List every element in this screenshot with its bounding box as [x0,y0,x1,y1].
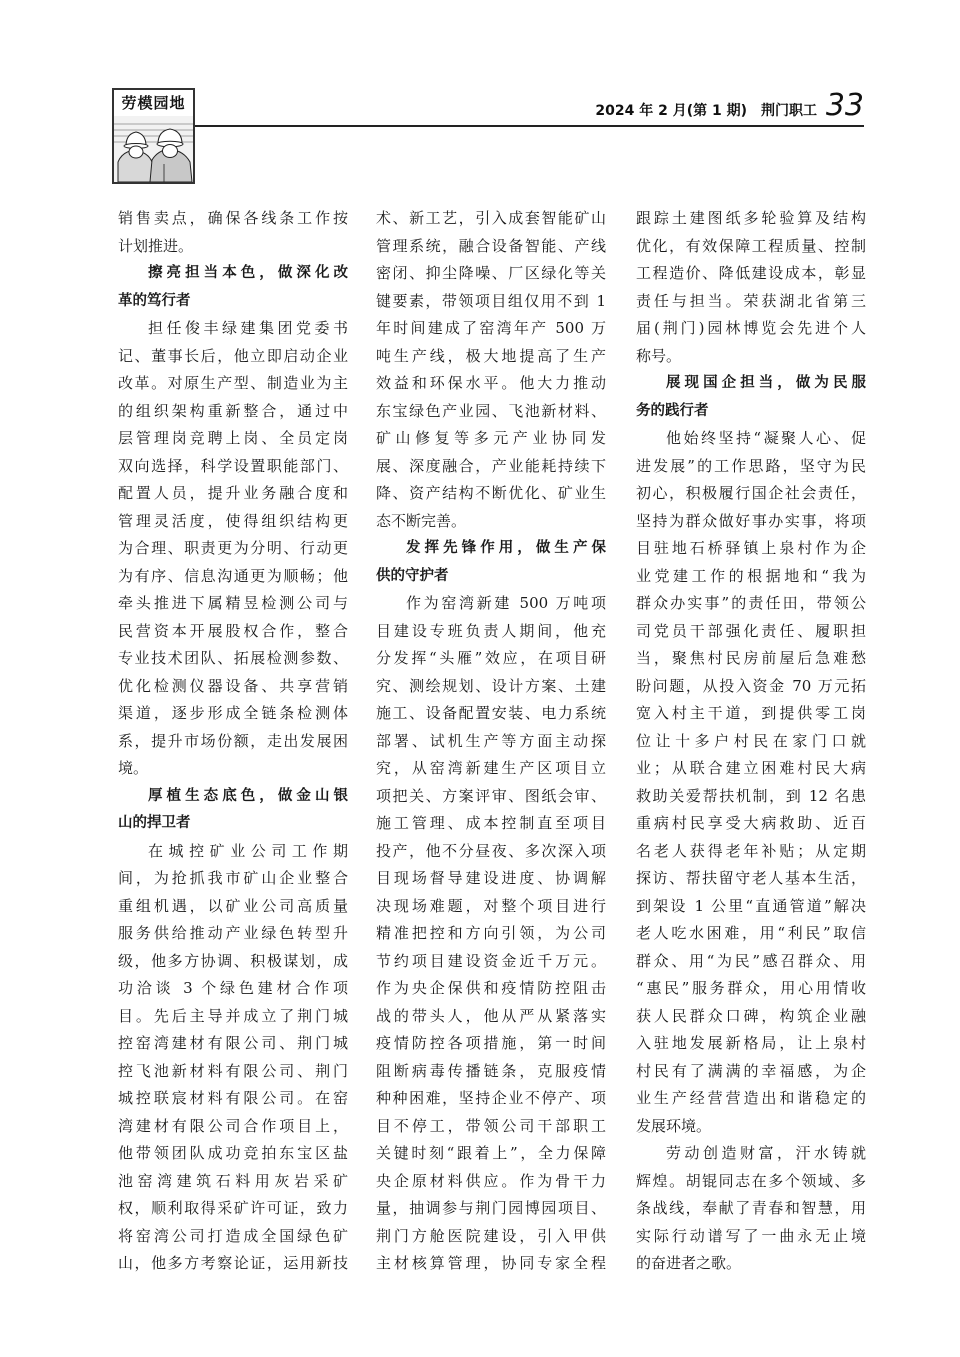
text-line: 探访、帮扶留守老人基本生活， [636,869,866,887]
text-line: 级，他多方协调、积极谋划，成 [118,951,348,970]
text-line: 荆门方舱医院建设，引入甲供 [376,1226,606,1245]
text-line: 键要素，带领项目组仅用不到 1 [376,291,606,310]
text-line: 优化检测仪器设备、共享营销 [118,676,348,695]
text-line: 在城控矿业公司工作期 [148,841,348,860]
text-line: 老人吃水困难，用“利民”取信 [636,924,866,942]
text-line: 位让十多户村民在家门口就 [636,731,866,750]
text-line: 当，聚焦村民房前屋后急难愁 [636,649,866,667]
page-header [0,0,960,190]
text-line: 渠道，逐步形成全链条检测体 [118,704,348,722]
text-line: 司党员干部强化责任、履职担 [636,621,866,640]
text-line: 展、深度融合，产业能耗持续下 [376,456,606,475]
text-line: 作为央企保供和疫情防控阻击 [376,979,606,997]
text-line: 降、资产结构不断优化、矿业生 [376,484,606,502]
section-heading-line: 务的践行者 [636,402,709,419]
text-line: 系，提升市场份额，走出发展困 [118,731,348,750]
text-line: 管理灵活度，使得组织结构更 [118,511,348,530]
text-line: 称号。 [636,346,682,365]
text-line: 节约项目建设资金近千万元。 [376,951,606,970]
page-number: 33 [825,88,864,123]
text-line: 术、新工艺，引入成套智能矿山 [376,209,606,227]
text-line: 为有序、信息沟通更为顺畅；他 [118,566,348,585]
section-label: 劳模园地 [114,90,193,117]
issue-date: 2024 年 2 月(第 1 期) [595,103,747,119]
text-line: 业；从联合建立困难村民大病 [636,759,866,777]
article-column-3 [636,205,866,1278]
text-line: 服务供给推动产业绿色转型升 [118,924,348,942]
header-rule [195,125,864,127]
article-column-1 [118,205,348,1278]
text-line: 疫情防控各项措施，第一时间 [376,1034,606,1052]
text-line: 进发展”的工作思路，坚守为民 [636,456,866,475]
section-heading-line: 供的守护者 [376,567,449,584]
text-line: 作为窑湾新建 500 万吨项 [406,594,606,612]
text-line: 发展环境。 [636,1116,712,1135]
text-line: 群众、用“为民”感召群众、用 [636,951,866,970]
text-line: 业党建工作的根据地和“我为 [636,566,866,585]
text-line: 项把关、方案评审、图纸会审、 [376,786,606,805]
text-line: 控窑湾建材有限公司、荆门城 [118,1034,348,1052]
text-line: 目。先后主导并成立了荆门城 [118,1006,348,1025]
text-line: 优化，有效保障工程质量、控制 [636,236,866,255]
text-line: 条战线，奉献了青春和智慧，用 [636,1199,866,1217]
text-line: 东宝绿色产业园、飞池新材料、 [376,401,606,420]
text-line: 改革。对原生产型、制造业为主 [118,374,348,392]
text-line: 到架设 1 公里“直通管道”解决 [636,896,866,915]
text-line: 功洽谈 3 个绿色建材合作项 [118,979,348,997]
text-line: 重组机遇，以矿业公司高质量 [118,896,348,915]
text-line: 态不断完善。 [376,511,467,530]
text-line: 目现场督导建设进度、协调解 [376,869,606,887]
text-line: 控飞池新材料有限公司、荆门 [118,1061,348,1080]
text-line: 境。 [118,759,149,777]
magazine-name: 荆门职工 [761,103,817,119]
text-line: 种种困难，坚持企业不停产、项 [376,1089,606,1107]
section-heading-line: 展现国企担当，做为民服 [666,375,866,391]
text-line: 获人民群众口碑，构筑企业融 [636,1006,866,1025]
text-line: 专业技术团队、拓展检测参数、 [118,649,348,667]
text-line: 层管理岗竞聘上岗、全员定岗 [118,429,348,447]
text-line: 届(荆门)园林博览会先进个人 [636,319,866,337]
text-line: 目驻地石桥驿镇上泉村作为企 [636,539,866,557]
text-line: 阻断病毒传播链条，克服疫情 [376,1061,606,1080]
text-line: 辉煌。胡锟同志在多个领域、多 [636,1171,866,1190]
text-line: 他始终坚持“凝聚人心、促 [666,429,866,447]
text-line: 吨生产线，极大地提高了生产 [376,346,606,365]
text-line: 双向选择，科学设置职能部门、 [118,456,348,475]
section-heading-line: 山的捍卫者 [118,815,191,831]
text-line: 记、董事长后，他立即启动企业 [118,346,348,365]
text-line: 民营资本开展股权合作，整合 [118,621,348,640]
text-line: 他带领团队成功竞拍东宝区盐 [118,1144,348,1162]
text-line: 为合理、职责更为分明、行动更 [118,539,348,557]
section-heading-line: 擦亮担当本色，做深化改 [148,265,348,281]
text-line: 入驻地发展新格局，让上泉村 [636,1034,866,1052]
text-line: 名老人获得老年补贴；从定期 [636,841,866,860]
text-line: 关键时刻“跟着上”，全力保障 [376,1144,606,1162]
text-line: 湾建材有限公司合作项目上， [118,1116,348,1135]
text-line: 配置人员，提升业务融合度和 [118,484,348,502]
text-line: 跟踪土建图纸多轮验算及结构 [636,209,866,227]
text-line: 权，顺利取得采矿许可证，致力 [118,1199,348,1217]
text-line: 劳动创造财富，汗水铸就 [666,1144,866,1162]
text-line: 盼问题，从投入资金 70 万元拓 [636,676,866,695]
text-line: 央企原材料供应。作为骨干力 [376,1171,606,1190]
text-line: 宽入村主干道，到提供零工岗 [636,704,866,722]
text-line: 牵头推进下属精昱检测公司与 [118,594,348,612]
text-line: 间，为抢抓我市矿山企业整合 [118,869,348,887]
text-line: 将窑湾公司打造成全国绿色矿 [118,1226,348,1245]
text-line: 究、测绘规划、设计方案、土建 [376,676,606,695]
text-line: 的奋进者之歌。 [636,1254,742,1272]
text-line: 重病村民享受大病救助、近百 [636,814,866,832]
text-line: 池窑湾建筑石料用灰岩采矿 [118,1171,348,1190]
text-line: 村民有了满满的幸福感，为企 [636,1061,866,1080]
text-line: 究，从窑湾新建生产区项目立 [376,759,606,777]
text-line: 年时间建成了窑湾年产 500 万 [376,319,606,337]
text-line: 目建设专班负责人期间，他充 [376,621,606,640]
text-line: 责任与担当。荣获湖北省第三 [636,291,866,310]
text-line: 实际行动谱写了一曲永无止境 [636,1226,866,1245]
text-line: 决现场难题，对整个项目进行 [376,896,606,915]
text-line: 施工、设备配置安装、电力系统 [376,704,606,722]
text-line: 城控联宸材料有限公司。在窑 [118,1089,348,1107]
text-line: 的组织架构重新整合，通过中 [118,401,348,420]
text-line: 矿山修复等多元产业协同发 [376,429,606,447]
text-line: 初心，积极履行国企社会责任， [636,484,866,502]
article-column-2 [376,205,606,1278]
text-line: 效益和环保水平。他大力推动 [376,374,606,392]
text-line: 山，他多方考察论证，运用新技 [118,1254,348,1272]
section-heading-line: 发挥先锋作用，做生产保 [406,540,606,556]
text-line: 分发挥“头雁”效应，在项目研 [376,649,606,667]
text-line: 部署、试机生产等方面主动探 [376,731,606,750]
issue-info [595,100,817,120]
text-line: 救助关爱帮扶机制，到 12 名患 [636,786,866,805]
text-line: 量，抽调参与荆门园博园项目、 [376,1199,606,1217]
text-line: 计划推进。 [118,236,194,255]
text-line: 施工管理、成本控制直至项目 [376,814,606,832]
text-line: 工程造价、降低建设成本，彰显 [636,264,866,282]
workers-illustration-icon [114,116,193,182]
text-line: 精准把控和方向引领，为公司 [376,924,606,942]
text-line: 密闭、抑尘降噪、厂区绿化等关 [376,264,606,282]
text-line: 投产，他不分昼夜、多次深入项 [376,841,606,860]
text-line: 业生产经营营造出和谐稳定的 [636,1089,866,1107]
text-line: 战的带头人，他从严从紧落实 [376,1006,606,1025]
section-badge [112,88,195,184]
text-line: 管理系统，融合设备智能、产线 [376,236,606,255]
text-line: “惠民”服务群众，用心用情收 [636,979,866,997]
text-line: 群众办实事”的责任田，带领公 [636,594,866,612]
section-heading-line: 厚植生态底色，做金山银 [148,787,348,804]
text-line: 担任俊丰绿建集团党委书 [148,319,348,337]
text-line: 销售卖点，确保各线条工作按 [118,209,348,227]
text-line: 主材核算管理，协同专家全程 [376,1254,606,1272]
text-line: 坚持为群众做好事办实事，将项 [636,511,866,530]
section-heading-line: 革的笃行者 [118,292,191,309]
text-line: 目不停工，带领公司干部职工 [376,1116,606,1135]
